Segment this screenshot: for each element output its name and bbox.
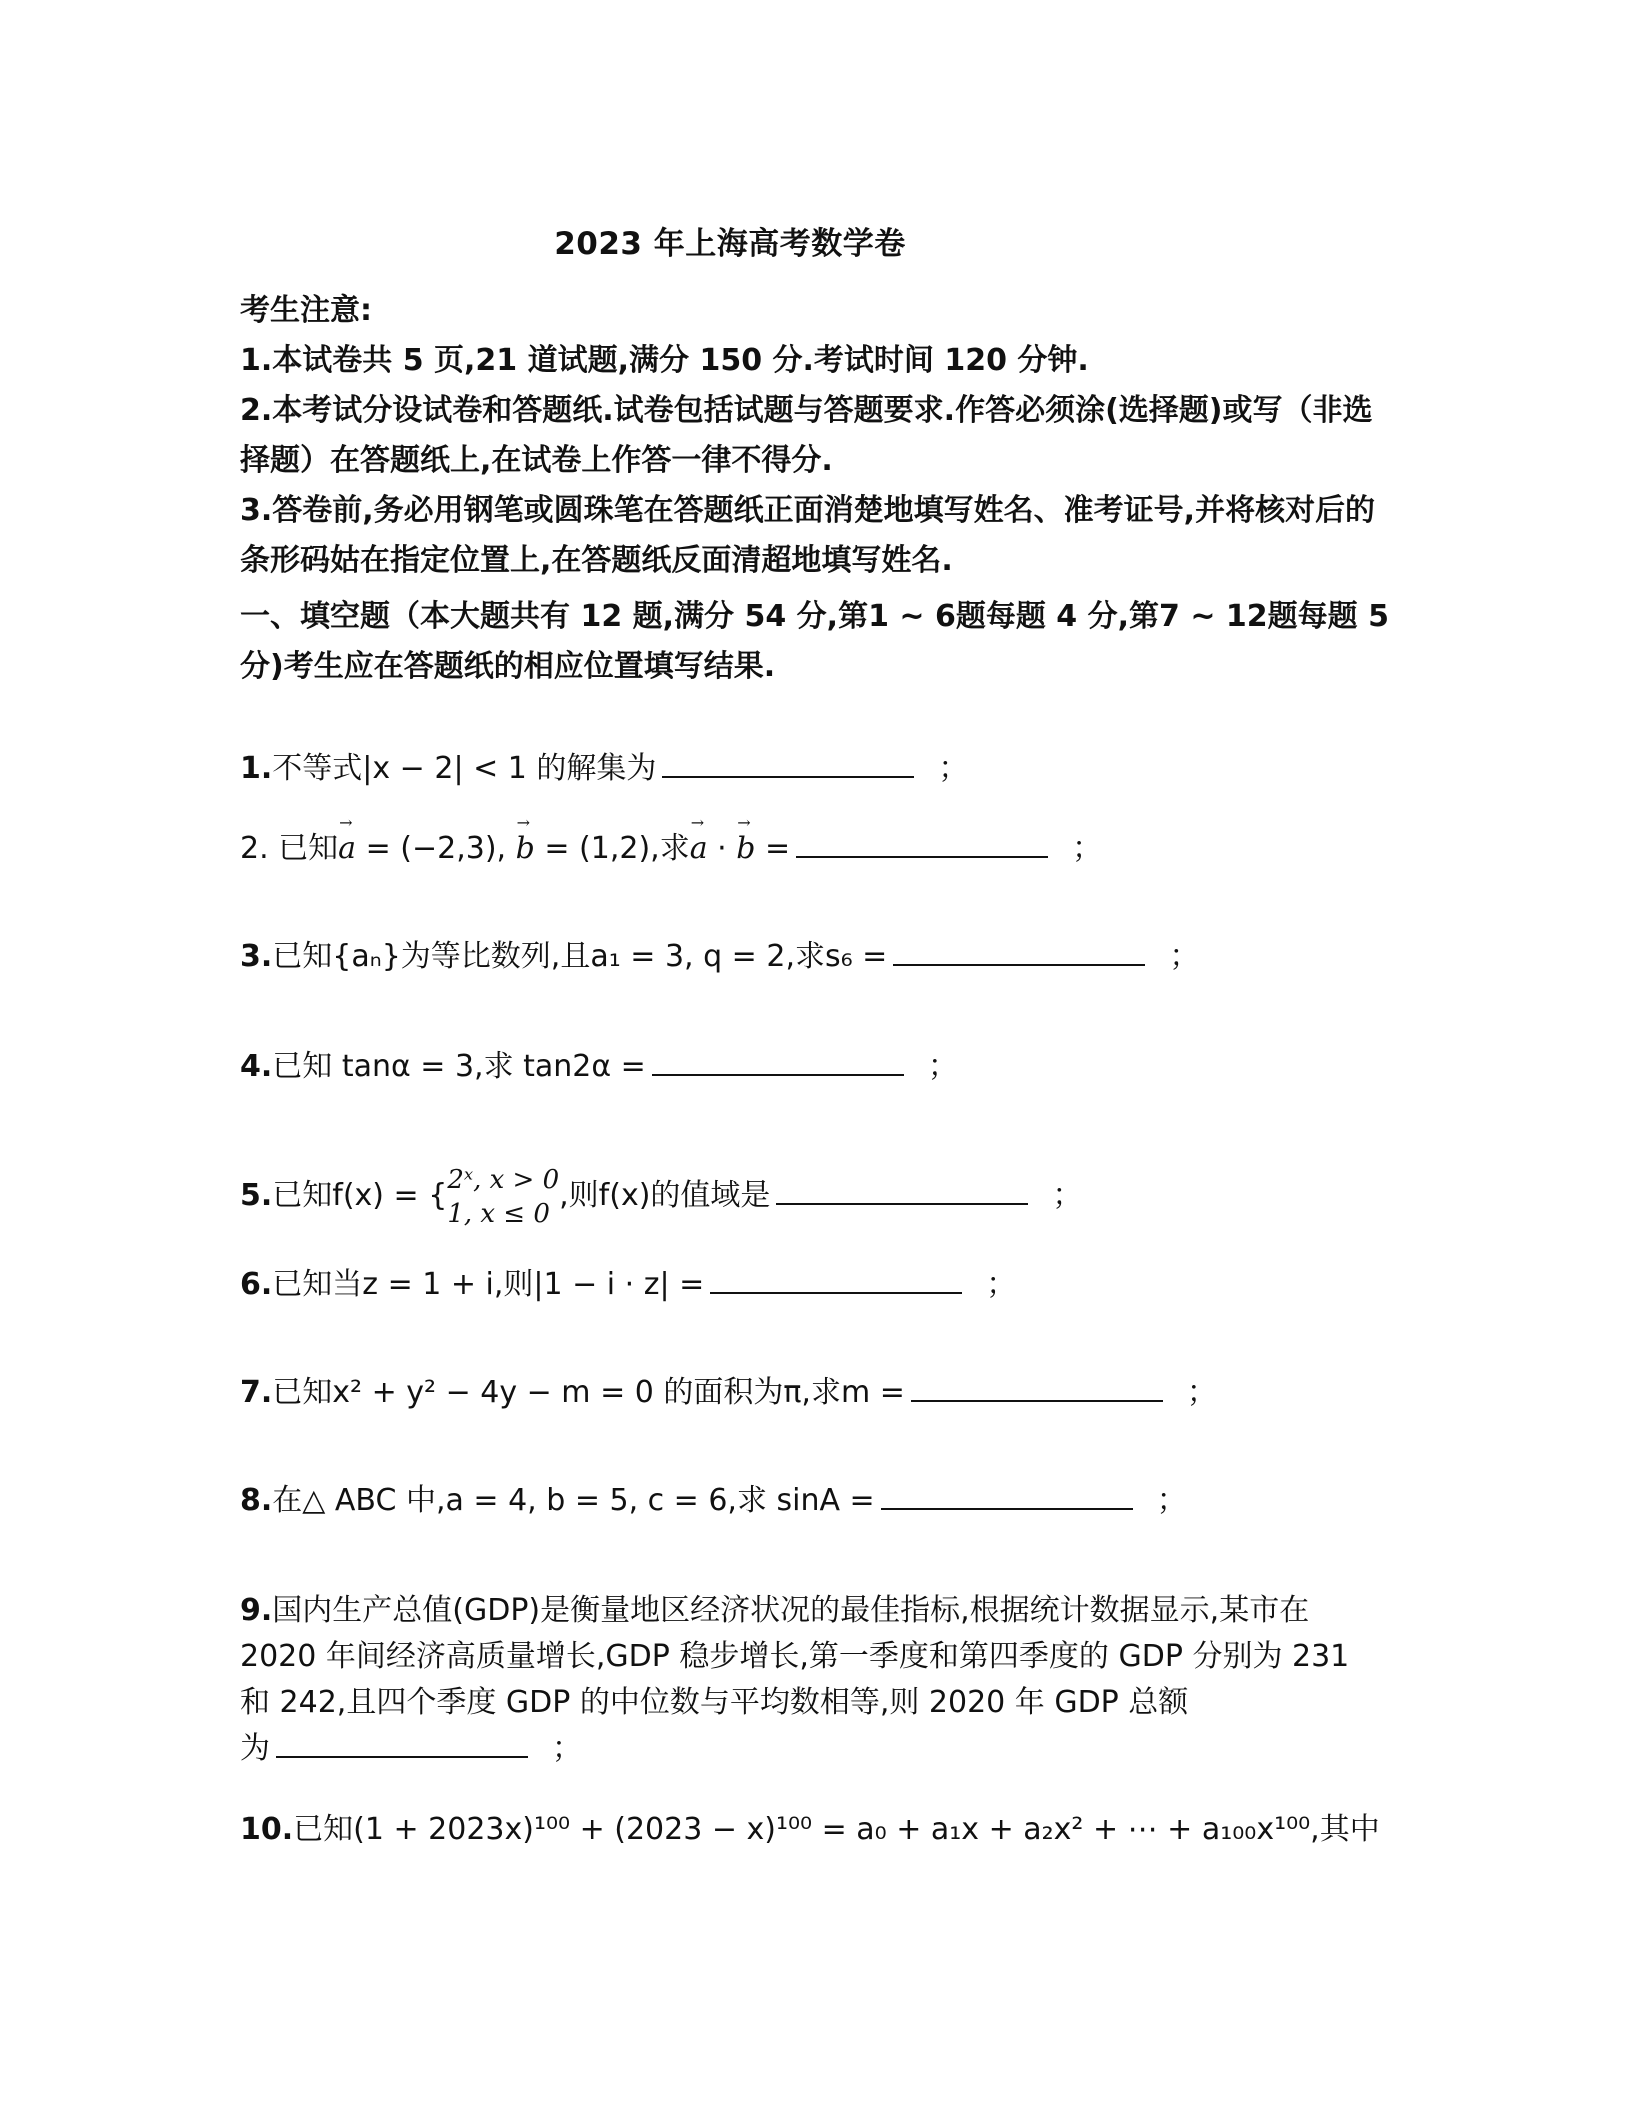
equals-sign: = (755, 831, 791, 866)
exam-notice (240, 286, 1390, 586)
question-number: 8. (240, 1483, 273, 1518)
answer-blank[interactable] (776, 1173, 1028, 1205)
answer-blank[interactable] (652, 1044, 904, 1076)
question-number: 10. (240, 1812, 294, 1847)
vector-b-value: = (1,2),求 (534, 831, 690, 866)
question-line: 2020 年间经济高质量增长,GDP 稳步增长,第一季度和第四季度的 GDP 分别为 231 (240, 1639, 1350, 1674)
piecewise-cases (447, 1163, 559, 1231)
vector-a: → a (690, 827, 708, 871)
notice-heading: 考生注意: (240, 293, 372, 328)
answer-blank[interactable] (710, 1262, 962, 1294)
question-line: 和 242,且四个季度 GDP 的中位数与平均数相等,则 2020 年 GDP 总额 (240, 1685, 1189, 1720)
vector-b: → b (736, 827, 755, 871)
question-5 (240, 1158, 1410, 1234)
vector-b: → b (516, 827, 535, 871)
question-text: 已知x² + y² − 4y − m = 0 的面积为π,求m = (272, 1375, 905, 1410)
answer-blank[interactable] (796, 826, 1048, 858)
question-number: 5. (240, 1178, 273, 1213)
question-text: 已知f(x) = { (272, 1178, 448, 1213)
question-end: ； (938, 751, 969, 786)
question-7 (240, 1370, 1410, 1415)
question-end: ； (1169, 939, 1200, 974)
dot-operator: · (707, 831, 737, 866)
question-text: 国内生产总值(GDP)是衡量地区经济状况的最佳指标,根据统计数据显示,某市在 (272, 1593, 1310, 1628)
question-text: ,则f(x)的值域是 (559, 1178, 771, 1213)
question-9 (240, 1588, 1410, 1772)
question-text: 不等式|x − 2| < 1 的解集为 (272, 751, 657, 786)
question-10 (240, 1808, 1410, 1852)
question-3 (240, 934, 1410, 979)
notice-item: 1.本试卷共 5 页,21 道试题,满分 150 分.考试时间 120 分钟. (240, 343, 1089, 378)
question-number: 4. (240, 1049, 273, 1084)
question-number: 1. (240, 751, 273, 786)
notice-item: 3.答卷前,务必用钢笔或圆珠笔在答题纸正面消楚地填写姓名、准考证号,并将核对后的条形码姑在指定位置上,在答题纸反面清超地填写姓名. (240, 493, 1376, 578)
question-text: 在△ ABC 中,a = 4, b = 5, c = 6,求 sinA = (272, 1483, 875, 1518)
question-text: 已知 tanα = 3,求 tan2α = (272, 1049, 646, 1084)
question-end: ； (927, 1049, 958, 1084)
page-title: 2023 年上海高考数学卷 (554, 226, 906, 262)
question-8 (240, 1478, 1410, 1523)
question-6 (240, 1262, 1410, 1307)
question-end: ； (552, 1731, 582, 1766)
question-text: 已知(1 + 2023x)¹⁰⁰ + (2023 − x)¹⁰⁰ = a₀ + a₁x + a₂x² + ⋯ + a₁₀₀x¹⁰⁰,其中 (293, 1812, 1380, 1847)
question-number: 3. (240, 939, 273, 974)
question-end: ； (1052, 1178, 1083, 1213)
answer-blank[interactable] (276, 1726, 528, 1758)
question-end: ； (1156, 1483, 1187, 1518)
question-text: 已知{aₙ}为等比数列,且a₁ = 3, q = 2,求s₆ = (272, 939, 888, 974)
piecewise-case: 2ˣ, x > 0 (447, 1164, 560, 1195)
question-end: ； (1072, 831, 1103, 866)
question-number: 7. (240, 1375, 273, 1410)
question-number: 6. (240, 1267, 273, 1302)
section-heading: 一、填空题（本大题共有 12 题,满分 54 分,第1 ~ 6题每题 4 分,第7 ~ 12题每题 5 分)考生应在答题纸的相应位置填写结果. (240, 599, 1389, 684)
question-number: 2. (240, 831, 269, 866)
question-1 (240, 746, 1410, 791)
notice-item: 2.本考试分设试卷和答题纸.试卷包括试题与答题要求.作答必须涂(选择题)或写（非选择题）在答题纸上,在试卷上作答一律不得分. (240, 393, 1373, 478)
question-line (240, 1726, 1410, 1772)
question-line (240, 1588, 1410, 1634)
question-end: ； (1186, 1375, 1217, 1410)
answer-blank[interactable] (662, 746, 914, 778)
question-text: 为 (240, 1731, 270, 1766)
question-text: 已知当z = 1 + i,则|1 − i · z| = (272, 1267, 705, 1302)
answer-blank[interactable] (881, 1478, 1133, 1510)
question-text: 已知 (268, 831, 339, 866)
answer-blank[interactable] (893, 934, 1145, 966)
question-4 (240, 1044, 1410, 1089)
piecewise-case: 1, x ≤ 0 (447, 1198, 550, 1229)
vector-a-value: = (−2,3), (356, 831, 516, 866)
question-2 (240, 826, 1410, 871)
question-end: ； (986, 1267, 1017, 1302)
question-number: 9. (240, 1593, 273, 1628)
answer-blank[interactable] (911, 1370, 1163, 1402)
vector-a: → a (338, 827, 356, 871)
